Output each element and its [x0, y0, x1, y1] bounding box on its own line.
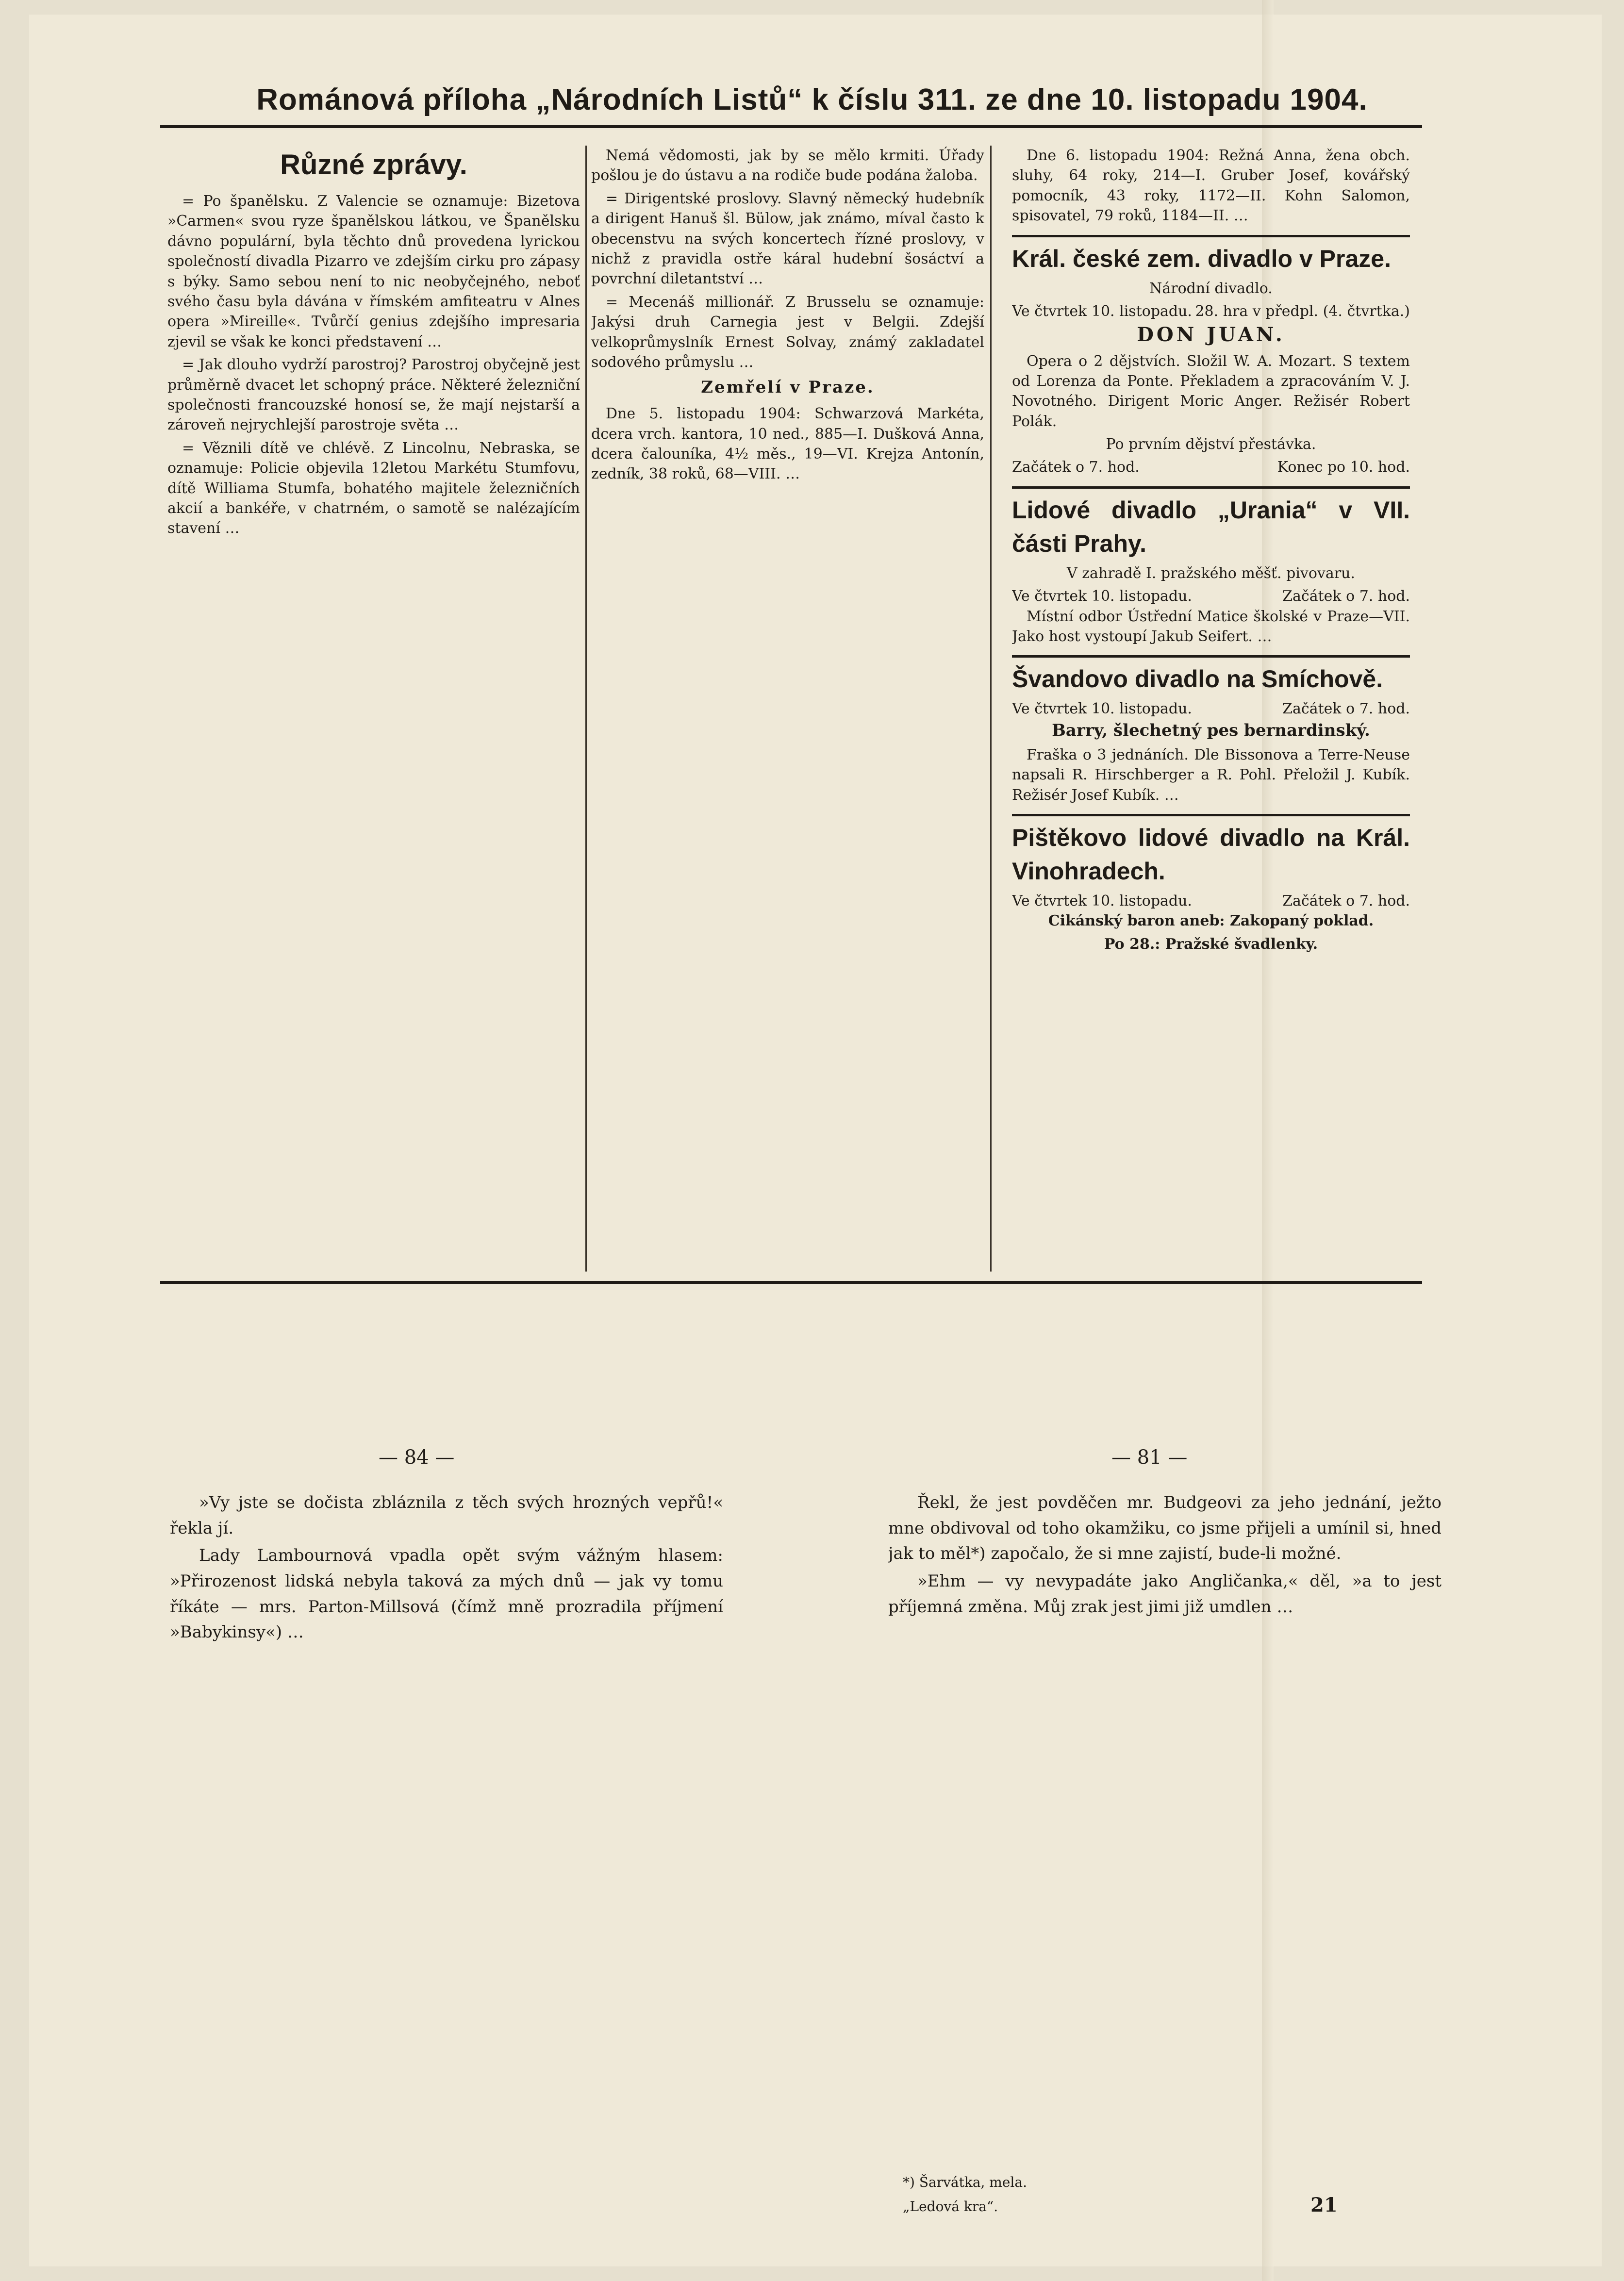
article: = Dirigentské proslovy. Slavný německý hudebník a dirigent Hanuš šl. Bülow, jak známo, míval často k obecenstvu na svých koncertech řízné proslovy, v nichž z pravidla ostře káral hudební šosáctví a povrchní diletantství …: [591, 190, 984, 288]
performance-date: Ve čtvrtek 10. listopadu.: [1012, 700, 1192, 718]
section-title: Různé zprávy.: [280, 149, 467, 181]
time-row: [1012, 457, 1410, 477]
performance-row: [1012, 301, 1410, 321]
theatre-subtitle: V zahradě I. pražského měšť. pivovaru.: [1067, 564, 1355, 582]
article: = Věznili dítě ve chlévě. Z Lincolnu, Nebraska, se oznamuje: Policie objevila 12letou Markétu Stumfovu, dítě Williama Stumfa, bohatého majitele železničních akcií a bankéře, v chatrném, o samotě se nalézajícím stavení …: [167, 439, 580, 537]
theatre-title: Král. české zem. divadlo v Praze.: [1012, 235, 1410, 276]
novel-page-right: [888, 1490, 1442, 2160]
play-title: Cikánský baron aneb: Zakopaný poklad.: [1048, 912, 1374, 930]
page-folio-left: — 84 —: [379, 1446, 455, 1469]
column-2: [591, 146, 984, 1272]
start-time: Začátek o 7. hod.: [1282, 588, 1410, 605]
play-title: DON JUAN.: [1137, 323, 1285, 347]
next-play: Po 28.: Pražské švadlenky.: [1104, 935, 1318, 953]
play-description: Opera o 2 dějstvích. Složil W. A. Mozart. S textem od Lorenza da Ponte. Překladem a zpracováním V. J. Novotného. Dirigent Moric Anger. Režisér Robert Polák.: [1012, 352, 1410, 430]
column-3: [1012, 146, 1410, 1272]
article: Nemá vědomosti, jak by se mělo krmiti. Úřady pošlou je do ústavu a na rodiče bude podána žaloba.: [591, 147, 984, 184]
performance-row: [1012, 891, 1410, 911]
header-rule: [160, 125, 1422, 128]
intermission-note: Po prvním dějství přestávka.: [1106, 436, 1316, 453]
play-title: Barry, šlechetný pes bernardinský.: [1052, 720, 1370, 740]
performance-date: Ve čtvrtek 10. listopadu.: [1012, 588, 1192, 605]
subscription-note: 28. hra v předpl. (4. čtvrtka.): [1195, 302, 1410, 320]
end-time: Konec po 10. hod.: [1277, 459, 1410, 476]
novel-page-left: [170, 1490, 723, 2169]
page-number: 21: [1310, 2194, 1338, 2216]
article: = Jak dlouho vydrží parostroj? Parostroj obyčejně jest průměrně dvacet let schopný práce. Některé železniční společnosti francouzské honosí se, že mají nejstarší a zároveň nejrychlejší parostroje světa …: [167, 356, 580, 434]
column-separator: [585, 146, 587, 1272]
theatre-title: Švandovo divadlo na Smíchově.: [1012, 655, 1410, 696]
paragraph: »Vy jste se dočista zbláznila z těch svých hrozných vepřů!« řekla jí.: [170, 1493, 723, 1538]
column-separator: [990, 146, 992, 1272]
running-title: „Ledová kra“.: [903, 2198, 998, 2215]
deaths-title: Zemřelí v Praze.: [701, 378, 875, 397]
page-folio-right: — 81 —: [1111, 1446, 1188, 1469]
performance-row: [1012, 699, 1410, 719]
theatre-subtitle: Národní divadlo.: [1149, 280, 1273, 297]
start-time: Začátek o 7. hod.: [1282, 700, 1410, 718]
theatre-title: Pištěkovo lidové divadlo na Král. Vinohradech.: [1012, 814, 1410, 888]
article: = Po španělsku. Z Valencie se oznamuje: Bizetova »Carmen« svou ryze španělskou látkou, ve Španělsku dávno populární, byla těchto dnů provedena lyrickou společností divadla Pizarro ve zdejším cirku pro zápasy s býky. Samo sebou není to nic neobyčejného, neboť svého času byla dávána v římském amfiteatru v Alnes opera »Mireille«. Tvůrčí genius zdejšího impresaria zjevil se však ke konci představení …: [167, 193, 580, 350]
play-description: Fraška o 3 jednáních. Dle Bissonova a Terre-Neuse napsali R. Hirschberger a R. Pohl. Přeložil J. Kubík. Režisér Josef Kubík. …: [1012, 746, 1410, 804]
performance-date: Ve čtvrtek 10. listopadu.: [1012, 302, 1192, 320]
start-time: Začátek o 7. hod.: [1012, 459, 1140, 476]
columns-bottom-rule: [160, 1281, 1422, 1284]
play-description: Místní odbor Ústřední Matice školské v Praze—VII. Jako host vystoupí Jakub Seifert. …: [1012, 608, 1410, 645]
paragraph: »Ehm — vy nevypadáte jako Angličanka,« děl, »a to jest příjemná změna. Můj zrak jest jimi již umdlen …: [888, 1571, 1442, 1617]
performance-row: [1012, 586, 1410, 606]
deaths-list: Dne 6. listopadu 1904: Režná Anna, žena obch. sluhy, 64 roky, 214—I. Gruber Josef, kovářský pomocník, 43 roky, 1172—II. Kohn Salomon, spisovatel, 79 roků, 1184—II. …: [1012, 147, 1410, 225]
start-time: Začátek o 7. hod.: [1282, 892, 1410, 909]
theatre-title: Lidové divadlo „Urania“ v VII. části Prahy.: [1012, 486, 1410, 561]
column-1: [167, 146, 580, 1272]
article: = Mecenáš millionář. Z Brusselu se oznamuje: Jakýsi druh Carnegia jest v Belgii. Zdejší velkoprůmyslník Ernest Solvay, známý zakladatel sodového průmyslu …: [591, 293, 984, 371]
performance-date: Ve čtvrtek 10. listopadu.: [1012, 892, 1192, 909]
page-header: Románová příloha „Národních Listů“ k číslu 311. ze dne 10. listopadu 1904.: [256, 83, 1368, 116]
footnote: *) Šarvátka, mela.: [903, 2174, 1027, 2190]
deaths-list: Dne 5. listopadu 1904: Schwarzová Markéta, dcera vrch. kantora, 10 ned., 885—I. Dušková Anna, dcera čalouníka, 4½ měs., 19—VI. Krejza Antonín, zedník, 38 roků, 68—VIII. …: [591, 405, 984, 483]
paragraph: Řekl, že jest povděčen mr. Budgeovi za jeho jednání, ježto mne obdivoval od toho okamžiku, co jsme přijeli a umínil si, hned jak to měl*) započalo, že si mne zajistí, bude-li možné.: [888, 1493, 1442, 1564]
paragraph: Lady Lambournová vpadla opět svým vážným hlasem: »Přirozenost lidská nebyla taková za mých dnů — jak vy tomu říkáte — mrs. Parton-Millsová (čímž mně prozradila příjmení »Babykinsy«) …: [170, 1546, 723, 1642]
